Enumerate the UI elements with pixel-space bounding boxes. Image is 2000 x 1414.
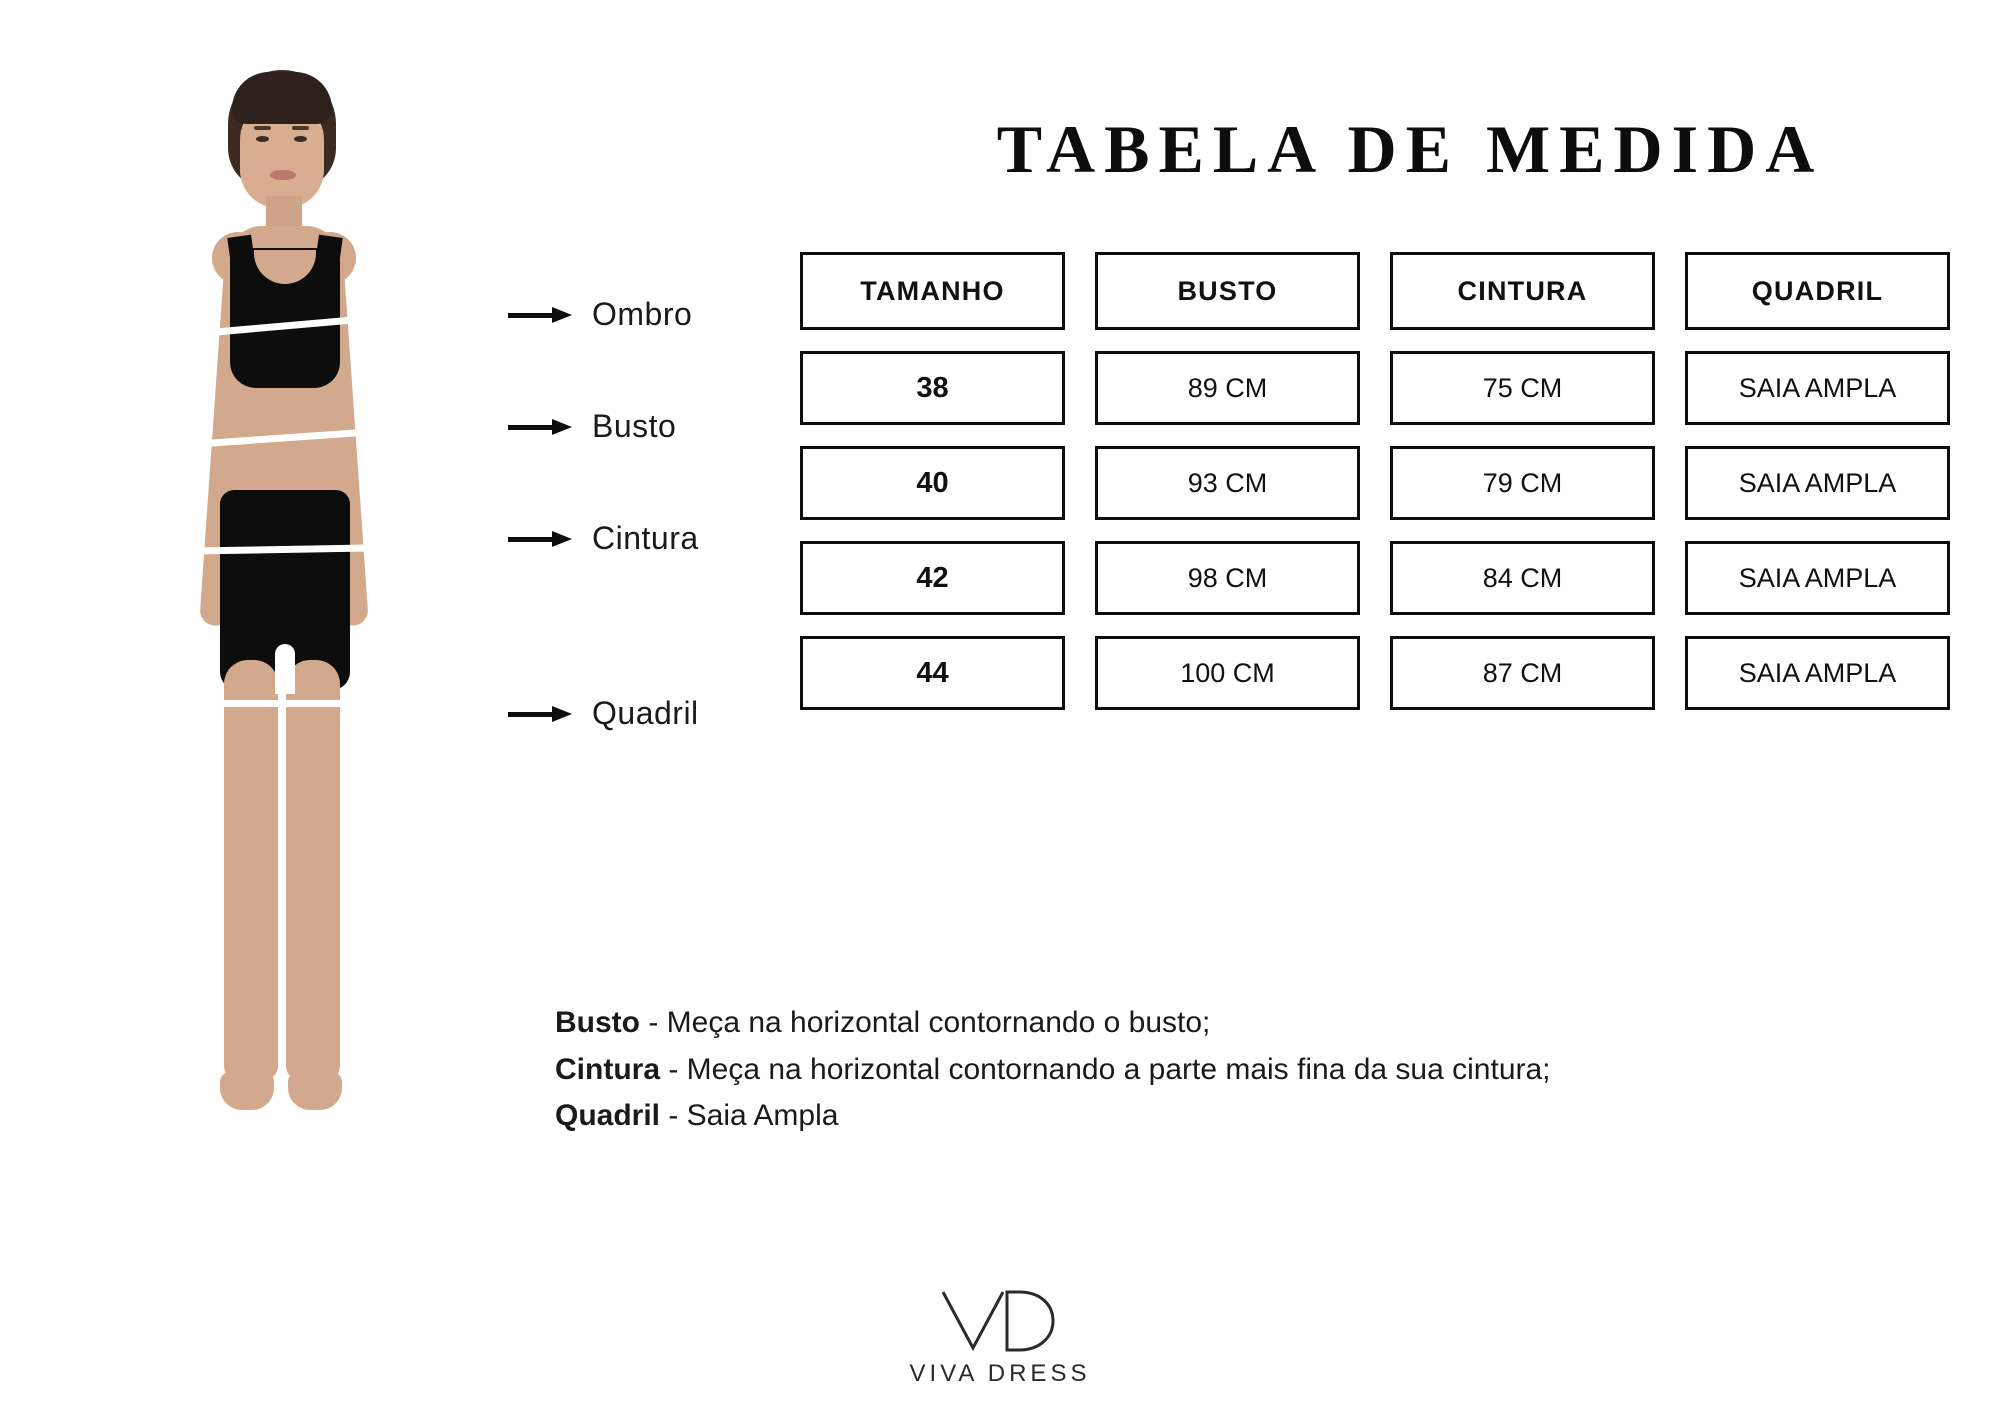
diagram-label-shoulder: Ombro bbox=[592, 296, 693, 332]
label-row-shoulder bbox=[508, 296, 692, 333]
measurement-instructions bbox=[555, 1000, 1955, 1140]
cell-cintura: 79 CM bbox=[1390, 446, 1655, 520]
column-header-quadril: QUADRIL bbox=[1685, 252, 1950, 330]
cell-tamanho: 40 bbox=[800, 446, 1065, 520]
cell-tamanho: 38 bbox=[800, 351, 1065, 425]
cell-tamanho: 42 bbox=[800, 541, 1065, 615]
diagram-label-bust: Busto bbox=[592, 408, 677, 444]
table-row bbox=[800, 636, 1950, 710]
model-leg-right bbox=[286, 660, 340, 1080]
arrow-right-icon bbox=[508, 709, 574, 719]
model-eye-right bbox=[294, 136, 307, 142]
table-row bbox=[800, 541, 1950, 615]
column-header-tamanho: TAMANHO bbox=[800, 252, 1065, 330]
note-key-quadril: Quadril bbox=[555, 1099, 661, 1132]
label-row-bust bbox=[508, 408, 676, 445]
note-busto bbox=[555, 1000, 1955, 1047]
size-table bbox=[800, 252, 1950, 731]
label-row-waist bbox=[508, 520, 699, 557]
cell-tamanho: 44 bbox=[800, 636, 1065, 710]
viva-dress-logo-icon bbox=[935, 1288, 1065, 1354]
note-text-quadril: - Saia Ampla bbox=[660, 1099, 839, 1132]
note-key-cintura: Cintura bbox=[555, 1052, 660, 1086]
model-foot-left bbox=[220, 1072, 274, 1110]
brand-name: VIVA DRESS bbox=[909, 1360, 1091, 1387]
label-row-hip bbox=[508, 695, 699, 732]
note-quadril bbox=[555, 1093, 1955, 1140]
table-row bbox=[800, 446, 1950, 520]
arrow-right-icon bbox=[508, 422, 574, 432]
note-text-cintura: - Meça na horizontal contornando a parte mais fina da sua cintura; bbox=[660, 1052, 1551, 1086]
cell-quadril: SAIA AMPLA bbox=[1685, 351, 1950, 425]
note-key-busto: Busto bbox=[555, 1006, 640, 1039]
note-text-busto: - Meça na horizontal contornando o busto; bbox=[640, 1006, 1211, 1039]
model-eyebrow-left bbox=[254, 126, 271, 130]
cell-quadril: SAIA AMPLA bbox=[1685, 636, 1950, 710]
column-header-cintura: CINTURA bbox=[1390, 252, 1655, 330]
model-leg-left bbox=[224, 660, 278, 1080]
cell-quadril: SAIA AMPLA bbox=[1685, 446, 1950, 520]
model-eye-left bbox=[256, 136, 269, 142]
diagram-label-hip: Quadril bbox=[592, 695, 699, 731]
brand-footer bbox=[0, 1288, 2000, 1388]
measurement-diagram bbox=[0, 0, 520, 1414]
table-header-row bbox=[800, 252, 1950, 330]
page-title: TABELA DE MEDIDA bbox=[996, 111, 1824, 187]
diagram-label-waist: Cintura bbox=[592, 520, 699, 556]
cell-cintura: 87 CM bbox=[1390, 636, 1655, 710]
model-hair-top bbox=[232, 72, 332, 124]
cell-busto: 98 CM bbox=[1095, 541, 1360, 615]
model-eyebrow-right bbox=[292, 126, 309, 130]
model-lips bbox=[270, 170, 296, 180]
arrow-right-icon bbox=[508, 534, 574, 544]
measure-line-hip bbox=[158, 700, 463, 707]
arrow-right-icon bbox=[508, 310, 574, 320]
cell-busto: 93 CM bbox=[1095, 446, 1360, 520]
model-illustration bbox=[120, 60, 440, 1380]
model-legs-gap bbox=[275, 644, 295, 694]
table-row bbox=[800, 351, 1950, 425]
cell-busto: 100 CM bbox=[1095, 636, 1360, 710]
note-cintura bbox=[555, 1047, 1955, 1094]
cell-cintura: 75 CM bbox=[1390, 351, 1655, 425]
cell-quadril: SAIA AMPLA bbox=[1685, 541, 1950, 615]
cell-cintura: 84 CM bbox=[1390, 541, 1655, 615]
model-foot-right bbox=[288, 1072, 342, 1110]
cell-busto: 89 CM bbox=[1095, 351, 1360, 425]
column-header-busto: BUSTO bbox=[1095, 252, 1360, 330]
